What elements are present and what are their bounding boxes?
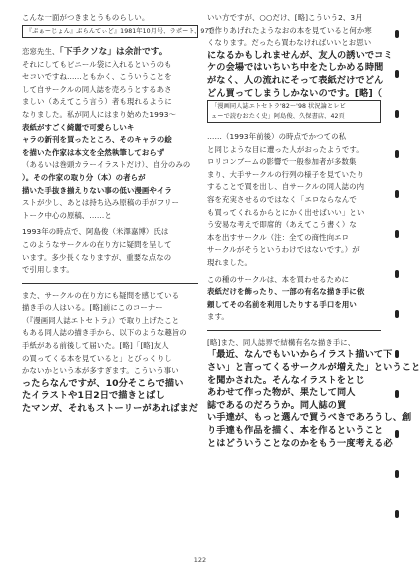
quote-line-bold: い手達が、もっと選んで買うべきであろうし、創 bbox=[207, 412, 412, 424]
quote-line: また、サークルの在り方にも疑問を感じている bbox=[22, 290, 180, 300]
para-text: 恋窓先生、 bbox=[22, 47, 60, 56]
edge-mark bbox=[395, 390, 399, 398]
edge-mark bbox=[395, 110, 399, 118]
para-line: ます。 bbox=[207, 312, 229, 322]
para-line: セコいですね……ともかく、こういうことを bbox=[22, 72, 172, 82]
edge-mark bbox=[395, 70, 399, 78]
para-line: サークルがそうというわけではないです。）が bbox=[207, 245, 360, 255]
quote-line-bold: 誌であるのだろうか。同人誌の買 bbox=[207, 399, 347, 411]
quote-line-bold: を聞かされた。そんなイラストをとじ bbox=[207, 374, 365, 386]
para-line-bold: ャラの新刊を買ったところ、そのキャラの絵 bbox=[22, 135, 172, 145]
para-line: ましい（あえてこう言う）者も現れるように bbox=[22, 97, 172, 107]
quote-line-bold: とはどういうことなのかをもう一度考える必 bbox=[207, 437, 393, 449]
para-line-bold: 描いた手抜き揃えりない事の低い漫画やイラ bbox=[22, 185, 172, 195]
edge-mark bbox=[395, 350, 399, 358]
edge-mark bbox=[395, 190, 399, 198]
quote-line: （『漫画同人誌エトセトラ』）で取り上げたこと bbox=[22, 315, 180, 325]
para-line: と同じような目に遭った人がおったようです。 bbox=[207, 144, 364, 154]
para-line: ……（1993年前後）の時点でかつての私 bbox=[207, 131, 347, 141]
para-line: で引用します。 bbox=[22, 265, 74, 275]
edge-mark bbox=[395, 270, 399, 278]
quote-line: で作りあげれたようなおの本を見ていると何か寒 bbox=[207, 25, 372, 35]
para-line-bold: 表紙だけを飾ったり、一部の有名な描き手に依 bbox=[207, 287, 365, 297]
para-line: なりました。私が同人にはまり始めた1993〜 bbox=[22, 109, 177, 119]
edge-mark bbox=[395, 470, 399, 478]
quote-line: かないかという本が多すぎます。こういう事い bbox=[22, 366, 179, 376]
intro-line: こんな一面がつきまとうものらしい。 bbox=[22, 13, 150, 22]
edge-mark bbox=[395, 430, 399, 438]
quote-line-bold: がなく、人の流れにそって表紙だけでどん bbox=[207, 74, 384, 86]
para-line: います。多少長くなりますが、重要な点なの bbox=[22, 252, 172, 262]
quote-line-bold: あわせて作った物が、果たして同人 bbox=[207, 387, 356, 399]
quote-line-bold: さい」と言ってくるサークルが増えた」ということ bbox=[207, 362, 420, 374]
para-line-bold: ）。その作家の取り分（本）の者らが bbox=[22, 172, 146, 182]
quote-line-bold: ったらなんですが、10分そこらで描い bbox=[22, 377, 184, 389]
para-line bbox=[22, 46, 198, 59]
para-line: 現れました。 bbox=[207, 257, 252, 267]
quote-line: もある同人誌の描き手から、以下のような趣旨の bbox=[22, 328, 187, 338]
citation-box-2 bbox=[207, 100, 381, 123]
para-line: （あるいは巻頭カラーイラストだけ）、自分のみの bbox=[22, 160, 191, 170]
para-line: う安易な考えで即席的（あえてこう書く）な bbox=[207, 220, 357, 230]
quote-line-bold: 「最近、なんでもいいからイラスト描いて下 bbox=[207, 349, 393, 361]
quote-line-bold: たイラストや1日2日で描きとばし bbox=[22, 390, 165, 402]
edge-mark bbox=[395, 150, 399, 158]
edge-mark bbox=[395, 510, 399, 518]
para-line: ロリコンブームの影響で一般参加者が多数集 bbox=[207, 157, 357, 167]
citation-box-1 bbox=[22, 25, 215, 38]
quote-line: 手紙がある前後して届いた。[略]「[略]友人 bbox=[22, 341, 169, 351]
edge-mark bbox=[395, 30, 399, 38]
para-line: 容を充実させるのではなく「エロならなんで bbox=[207, 194, 357, 204]
edge-mark bbox=[395, 310, 399, 318]
quote-line-bold: たマンガ、それもストーリーがあればまだ bbox=[22, 403, 199, 415]
para-line-bold: 頼してその名前を利用したりする手口を用い bbox=[207, 299, 357, 309]
page-number: 122 bbox=[193, 556, 207, 564]
para-line-bold: を描いた作家は本文を全然執筆しておらず bbox=[22, 147, 165, 157]
quote-line-bold: になるかもしれませんが、友人の誘いでコミ bbox=[207, 49, 393, 61]
quote-line: いい方ですが、○○だけ、[略]こういう2、3月 bbox=[207, 13, 363, 22]
quote-line-bold: どん買ってしまうしかないのです。[略]（ bbox=[207, 87, 383, 99]
para-line: トーク中心の原稿、……と bbox=[22, 210, 112, 220]
para-line: も買ってくれるからとにかく出せばいい」とい bbox=[207, 207, 365, 217]
quote-line: くなります。だったら買わなければいいとお思い bbox=[207, 38, 372, 48]
para-line: 1993年の時点で、阿島俊（米澤嘉博）氏は bbox=[22, 227, 169, 237]
citation-text: 『ぷぁーじょん』ぶらんてぃど』1981年10月号、ラポート、97頁 bbox=[26, 27, 215, 35]
para-line: このようなサークルの在り方に疑問を呈して bbox=[22, 239, 172, 249]
citation-text: ューで読むおたく史」阿島俊、久保書店、42頁 bbox=[211, 112, 345, 120]
citation-text: 「漫画同人誌エトセトラ'82〜'98 状況論とレビ bbox=[211, 103, 346, 111]
para-line: この種のサークルは、本を買わせるために bbox=[207, 274, 350, 284]
quote-line-bold: ケの会場ではいちいち中をたしかめる時間 bbox=[207, 62, 384, 74]
para-line: 本を出すサークル（注：全ての商性向エロ bbox=[207, 232, 350, 242]
para-line: することで買を出し、自サークルの同人誌の内 bbox=[207, 182, 365, 192]
quote-line: の買ってくる本を見ていると」とびっくりし bbox=[22, 353, 172, 363]
para-line: して自サークルの同人誌を売ろうとするあさ bbox=[22, 84, 172, 94]
binding-edge-marks bbox=[390, 0, 400, 568]
quote-rule-top bbox=[207, 330, 381, 331]
quote-rule-top bbox=[22, 283, 198, 284]
edge-mark bbox=[395, 230, 399, 238]
para-line: それにしてもビニール袋に入れるというのも bbox=[22, 59, 172, 69]
quote-line-bold: り手達も作品を描く、本を作るということ bbox=[207, 425, 384, 437]
para-line-bold: 表紙がすごく綺麗で可愛らしいキ bbox=[22, 122, 135, 132]
para-line: ストが少し、あとは持ち込み原稿の手がフリー bbox=[22, 198, 180, 208]
quote-line: 描き手の人はいる。[略]前にこのコーナー bbox=[22, 303, 163, 313]
highlight-phrase: 「下手クソな」は余計 bbox=[59, 47, 143, 57]
quote-line: [略]また、同人誌界で結構有名な描き手に、 bbox=[207, 337, 356, 347]
right-column bbox=[207, 12, 420, 450]
highlight-suffix: です。 bbox=[142, 47, 168, 57]
para-line: まり、大手サークルの行列の様子を見ていたり bbox=[207, 169, 365, 179]
left-column bbox=[22, 12, 215, 416]
